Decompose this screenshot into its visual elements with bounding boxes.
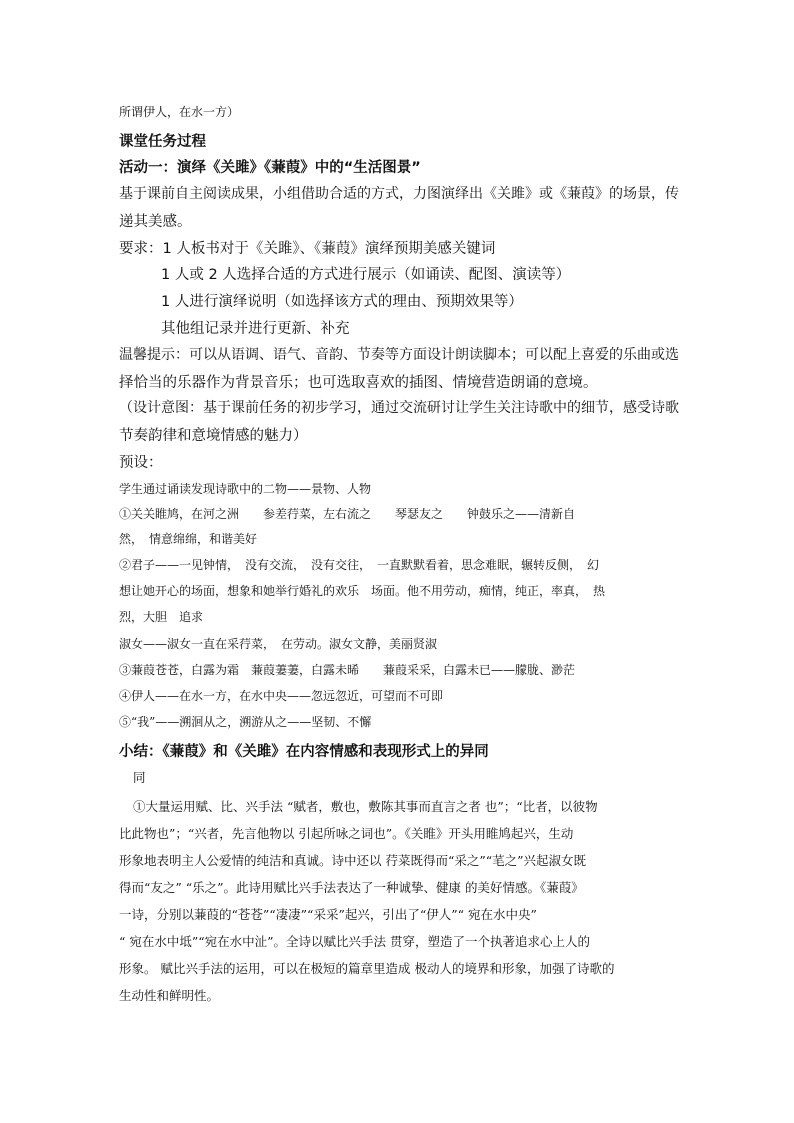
design-intent-line: 节奏韵律和意境情感的魅力） (119, 428, 308, 444)
text-line: 学生通过诵读发现诗歌中的二物——景物、人物 (119, 482, 372, 496)
text-line: 形象地表明主人公爱情的纯洁和真诚。诗中还以 荇菜既得而“采之”“芼之”兴起淑女既 (119, 853, 587, 868)
text-line: 生动性和鲜明性。 (119, 988, 220, 1003)
tip-line: 温馨提示：可以从语调、语气、音韵、节奏等方面设计朗读脚本；可以配上喜爱的乐曲或选 (119, 347, 679, 363)
text-line: ①大量运用赋、比、兴手法 “赋者，敷也，敷陈其事而直言之者 也”；“比者，以彼物 (133, 799, 598, 814)
text-line: 基于课前自主阅读成果，小组借助合适的方式，力图演绎出《关雎》或《蒹葭》的场景，传 (119, 186, 679, 202)
text-line: ③蒹葭苍苍，白露为霜 蒹葭萋萋，白露未晞 蒹葭采采，白露未已——朦胧、渺茫 (119, 663, 576, 677)
text-line: 淑女——淑女一直在采荇菜， 在劳动。淑女文静，美丽贤淑 (119, 637, 438, 651)
text-line: 一诗，分别以蒹葭的“苍苍”“凄凄”“采采”起兴，引出了“伊人”“ 宛在水中央” (119, 907, 537, 922)
text-line: 得而“友之” “乐之”。此诗用赋比兴手法表达了一种诚挚、健康 的美好情感。《蒹葭》 (119, 880, 584, 895)
text-line: “ 宛在水中坻”“宛在水中沚”。全诗以赋比兴手法 贯穿，塑造了一个执著追求心上人的 (119, 934, 591, 949)
text-line: ①关关睢鸠，在河之洲 参差荇菜，左右流之 琴瑟友之 钟鼓乐之——清新自 (119, 507, 576, 521)
requirement-item: 1 人进行演绎说明（如选择该方式的理由、预期效果等） (161, 294, 523, 310)
text-line: 递其美感。 (119, 214, 192, 230)
requirement-item: 1 人或 2 人选择合适的方式进行展示（如诵读、配图、演读等） (161, 267, 571, 283)
tip-line: 择恰当的乐器作为背景音乐；也可选取喜欢的插图、情境营造朗诵的意境。 (119, 375, 598, 391)
preset-label: 预设： (119, 455, 163, 471)
section-heading: 课堂任务过程 (119, 134, 206, 150)
requirement-item: 1 人板书对于《关雎》、《蒹葭》演绎预期美感关键词 (162, 241, 496, 257)
design-intent-line: （设计意图：基于课前任务的初步学习，通过交流研讨让学生关注诗歌中的细节，感受诗歌 (119, 400, 679, 416)
subheading-same: 同 (133, 770, 146, 785)
text-line: 比此物也”；“兴者，先言他物以 引起所咏之词也”。《关睢》开头用睢鸠起兴，生动 (119, 826, 574, 841)
text-line: 然， 情意绵绵，和谐美好 (119, 532, 258, 546)
text-line: 烈，大胆 追求 (119, 610, 204, 624)
text-line: ④伊人——在水一方，在水中央——忽远忽近，可望而不可即 (119, 689, 444, 703)
requirement-item: 其他组记录并进行更新、补充 (161, 321, 350, 337)
requirements-label: 要求： (119, 241, 163, 257)
text-line: ②君子——一见钟情， 没有交流， 没有交往， 一直默默看着，思念难眠，辗转反侧， 幻 (119, 558, 600, 572)
activity-heading: 活动一：演绎《关雎》《蒹葭》中的“生活图景” (119, 160, 421, 176)
text-line: 形象。 赋比兴手法的运用，可以在极短的篇章里造成 极动人的境界和形象，加强了诗歌的 (119, 961, 615, 976)
requirements-line (119, 237, 495, 258)
text-line: 想让她开心的场面，想象和她举行婚礼的欢乐 场面。他不用劳动，痴情，纯正，率真， 热 (119, 584, 606, 598)
text-line: 所谓伊人，在水一方） (119, 105, 240, 119)
summary-heading: 小结：《蒹葭》和《关雎》在内容情感和表现形式上的异同 (119, 744, 489, 760)
text-line: ⑤“我”——溯洄从之，溯游从之——坚韧、不懈 (119, 715, 372, 729)
